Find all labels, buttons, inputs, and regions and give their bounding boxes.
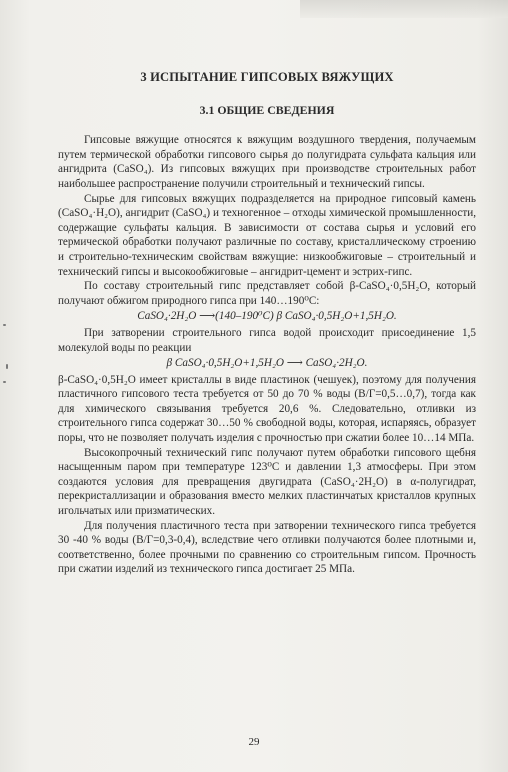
- paragraph: Гипсовые вяжущие относятся к вяжущим воздушного твердения, получаемым путем термической обработки гипсового сырья до полугидрата сульфата кальция или ангидрита (CaSO₄). Из гипсовых вяжущих при производстве строительных работ наибольшее распространение получили строительный и технический гипсы.: [58, 134, 476, 190]
- section-heading: 3.1 ОБЩИЕ СВЕДЕНИЯ: [199, 102, 335, 117]
- paragraph: При затворении строительного гипса водой происходит присоединение 1,5 молекулой воды по реакции: [58, 326, 476, 354]
- chapter-heading: 3 ИСПЫТАНИЕ ГИПСОВЫХ ВЯЖУЩИХ: [140, 70, 394, 84]
- formula-dehydration: CaSO₄·2H₂O ⟶(140–190⁰C) β CaSO₄·0,5H₂O+1,5H₂O.: [137, 310, 397, 323]
- page-content: [58, 70, 476, 577]
- page-number: 29: [248, 736, 260, 748]
- scan-shadow: [300, 0, 508, 18]
- paragraph: Сырье для гипсовых вяжущих подразделяется на природное гипсовый камень (CaSO₄·H₂O), ангидрит (CaSO₄) и техногенное – отходы химической промышленности, содержащие сульфаты кальция. В зависимости от состава сырья и условий его термической обработки получают различные по составу, кристаллическому строению и строительно-техническим свойствам вяжущие: низкообжиговые – строительный и технический гипсы и высокообжиговые – ангидрит-цемент и эстрих-гипс.: [58, 192, 476, 278]
- paragraph: Высокопрочный технический гипс получают путем обработки гипсового щебня насыщенным паром при температуре 123⁰С и давлении 1,3 атмосферы. При этом создаются условия для превращения двугидрата (CaSO₄·2H₂O) в α-полугидрат, перекристаллизации и образования вместо мелких пластинчатых кристаллов крупных игольчатых или призматических.: [58, 446, 476, 518]
- scan-speck: [3, 381, 6, 383]
- scan-speck: [3, 324, 6, 326]
- scan-speck: [6, 364, 8, 369]
- paragraph: Для получения пластичного теста при затворении технического гипса требуется 30 -40 % воды (В/Г=0,3-0,4), вследствие чего отливки получаются более плотными и, соответственно, более прочными по сравнению со строительным гипсом. Прочность при сжатии изделий из технического гипса достигает 25 МПа.: [58, 519, 476, 576]
- paragraph: По составу строительный гипс представляет собой β-CaSO₄·0,5H₂O, который получают обжигом природного гипса при 140…190⁰С:: [58, 280, 476, 307]
- formula-hydration: β CaSO₄·0,5H₂O+1,5H₂O ⟶ CaSO₄·2H₂O.: [166, 357, 368, 370]
- paragraph: β-CaSO₄·0,5H₂O имеет кристаллы в виде пластинок (чешуек), поэтому для получения пластичного гипсового теста требуется от 50 до 70 % воды (В/Г=0,5…0,7), тогда как для химического связывания требуется 20,6 %. Следовательно, отливки из строительного гипса содержат 30…50 % свободной воды, которая, испаряясь, образует поры, что не позволяет получать изделия с прочностью при сжатии более 10…14 МПа.: [58, 373, 476, 445]
